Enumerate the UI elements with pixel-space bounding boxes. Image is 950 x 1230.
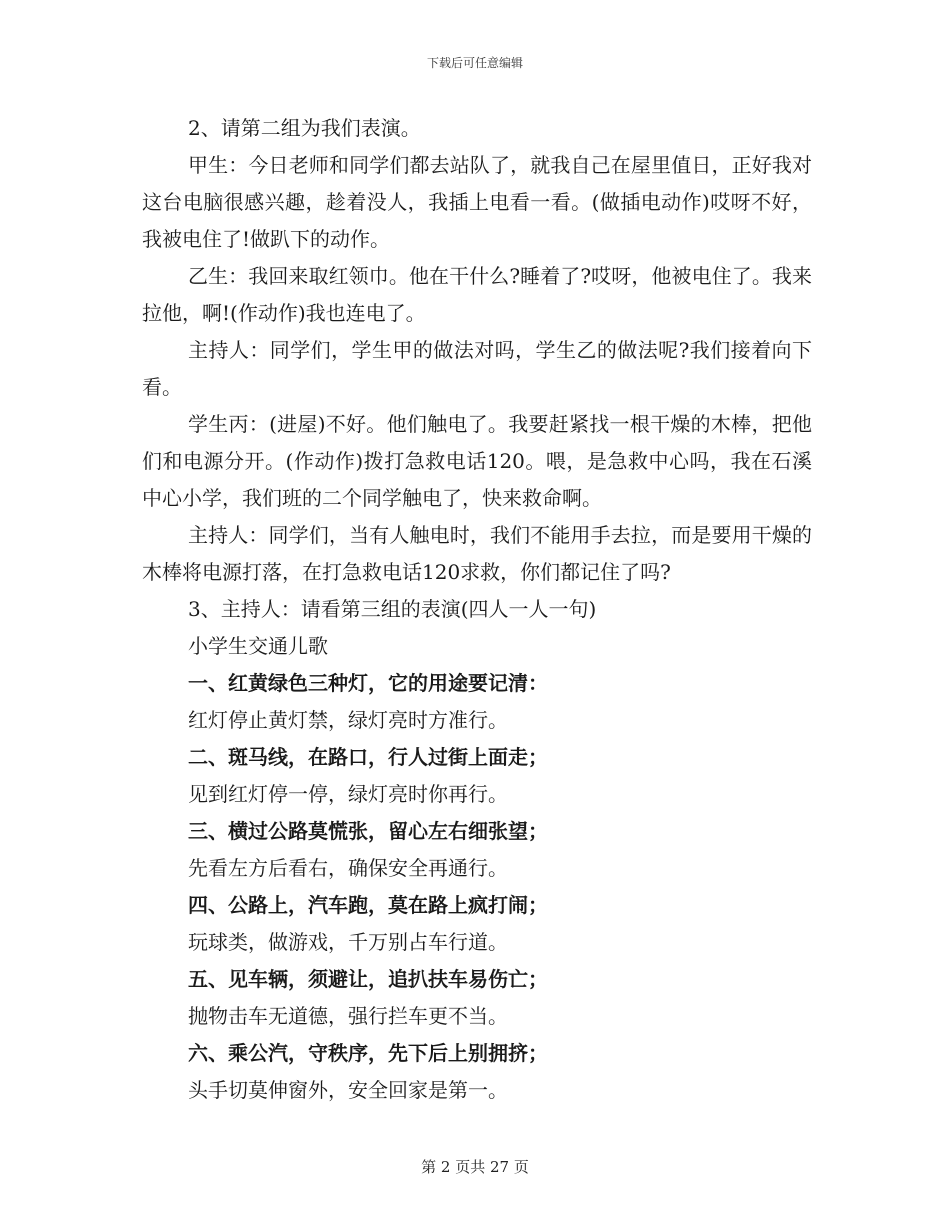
poem-verse-2-line-2: 见到红灯停一停，绿灯亮时你再行。 [188, 782, 508, 806]
paragraph-3: 乙生：我回来取红领巾。他在干什么?睡着了?哎呀，他被电住了。我来拉他，啊!(作动作)我也连电了。 [142, 264, 812, 325]
paragraph-6: 主持人：同学们，当有人触电时，我们不能用手去拉，而是要用干燥的木棒将电源打落，在打急救电话120求救，你们都记住了吗? [142, 523, 812, 584]
poem-verse-5-line-1: 五、见车辆，须避让，追扒扶车易伤亡； [188, 967, 548, 991]
paragraph-7: 3、主持人：请看第三组的表演(四人一人一句) [188, 597, 597, 621]
poem-verse-6-line-1: 六、乘公汽，守秩序，先下后上别拥挤； [188, 1041, 548, 1065]
poem-verse-4-line-2: 玩球类，做游戏，千万别占车行道。 [188, 930, 508, 954]
paragraph-1: 2、请第二组为我们表演。 [188, 116, 421, 140]
paragraph-2: 甲生：今日老师和同学们都去站队了，就我自己在屋里值日，正好我对这台电脑很感兴趣，趁着没人，我插上电看一看。(做插电动作)哎呀不好，我被电住了!做趴下的动作。 [142, 153, 812, 251]
poem-verse-1-line-2: 红灯停止黄灯禁，绿灯亮时方准行。 [188, 708, 508, 732]
paragraph-4: 主持人：同学们，学生甲的做法对吗，学生乙的做法呢?我们接着向下看。 [142, 338, 812, 399]
poem-verse-2-line-1: 二、斑马线，在路口，行人过街上面走； [188, 745, 548, 769]
page-header: 下载后可任意编辑 [426, 56, 523, 70]
poem-verse-5-line-2: 抛物击车无道德，强行拦车更不当。 [188, 1004, 508, 1028]
poem-verse-1-line-1: 一、红黄绿色三种灯，它的用途要记清： [188, 671, 548, 695]
poem-title: 小学生交通儿歌 [188, 634, 328, 658]
poem-verse-3-line-1: 三、横过公路莫慌张，留心左右细张望； [188, 819, 548, 843]
page-footer: 第 2 页共 27 页 [421, 1158, 529, 1176]
poem-verse-3-line-2: 先看左方后看右，确保安全再通行。 [188, 856, 508, 880]
poem-verse-4-line-1: 四、公路上，汽车跑，莫在路上疯打闹； [188, 893, 548, 917]
poem-verse-6-line-2: 头手切莫伸窗外，安全回家是第一。 [188, 1078, 508, 1102]
document-body [142, 110, 812, 1109]
paragraph-5: 学生丙：(进屋)不好。他们触电了。我要赶紧找一根干燥的木棒，把他们和电源分开。(作动作)拨打急救电话120。喂，是急救中心吗，我在石溪中心小学，我们班的二个同学触电了，快来救命啊。 [142, 412, 812, 510]
